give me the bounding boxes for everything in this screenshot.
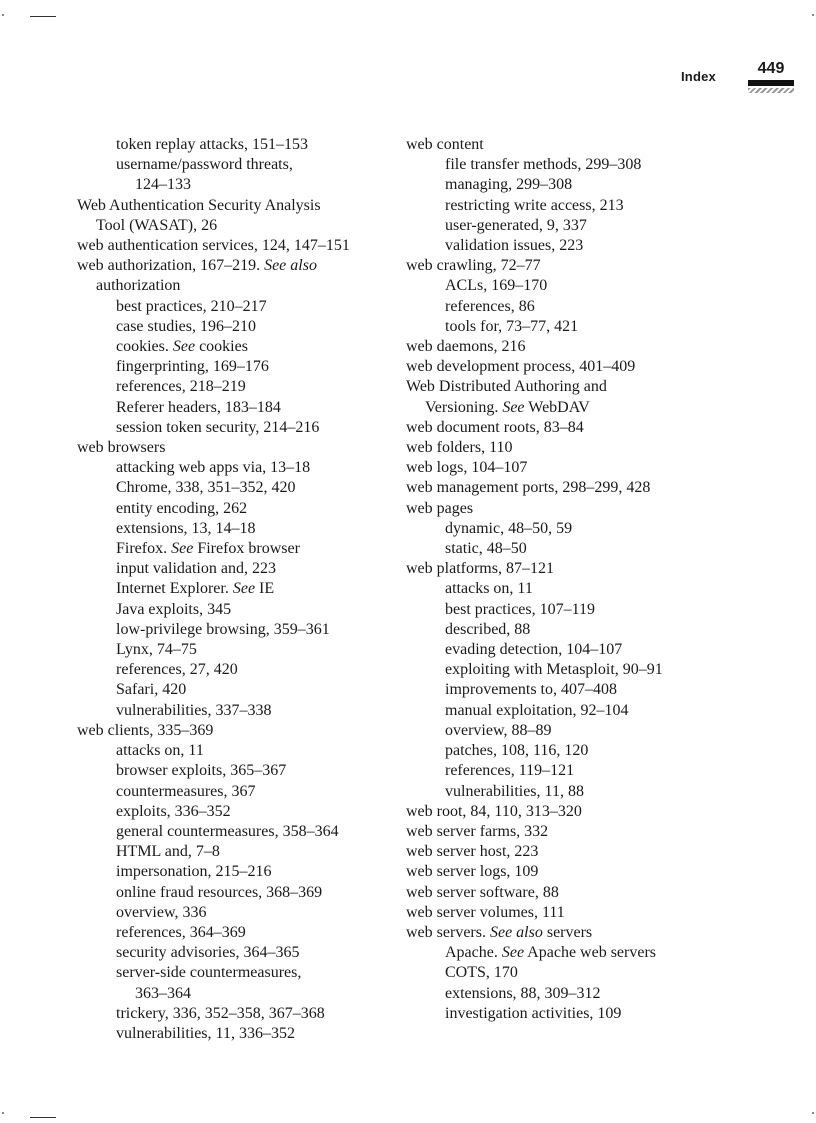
- index-entry: [406, 842, 806, 862]
- index-entry-text: web logs, 104–107: [406, 459, 528, 477]
- index-entry-text: best practices, 107–119: [445, 600, 596, 618]
- see-target: IE: [255, 580, 275, 598]
- index-entry: [406, 923, 806, 943]
- index-entry-text: extensions, 88, 309–312: [445, 984, 601, 1002]
- index-entry-text: attacks on, 11: [445, 580, 533, 598]
- index-entry: [77, 398, 397, 418]
- index-entry: [77, 903, 397, 923]
- index-entry: [77, 802, 397, 822]
- index-entry: [406, 175, 806, 195]
- index-entry: [406, 276, 806, 296]
- index-entry-text: case studies, 196–210: [116, 317, 256, 335]
- index-entry-text: static, 48–50: [445, 540, 527, 558]
- index-entry-text: web content: [406, 136, 484, 153]
- index-entry: [77, 862, 397, 882]
- index-entry: [406, 862, 806, 882]
- index-entry: [77, 337, 397, 357]
- index-entry: [77, 135, 397, 155]
- index-entry: [77, 216, 397, 236]
- index-entry-text: managing, 299–308: [445, 176, 573, 194]
- index-entry: [77, 923, 397, 943]
- index-entry-text: web crawling, 72–77: [406, 257, 541, 275]
- index-entry-text: web pages: [406, 499, 474, 517]
- index-entry-text: references, 86: [445, 297, 535, 315]
- index-entry: [406, 236, 806, 256]
- index-entry: [77, 701, 397, 721]
- index-entry-text: web server logs, 109: [406, 863, 539, 881]
- index-entry: [406, 216, 806, 236]
- index-entry: [77, 377, 397, 397]
- index-entry-text: evading detection, 104–107: [445, 641, 623, 659]
- index-entry: [406, 398, 806, 418]
- index-entry-text: restricting write access, 213: [445, 196, 624, 214]
- index-entry-text: username/password threats,: [116, 156, 293, 174]
- index-entry-text: overview, 88–89: [445, 721, 552, 739]
- index-entry: [77, 559, 397, 579]
- see-target: Apache web servers: [524, 944, 657, 962]
- index-entry-text: web development process, 401–409: [406, 358, 636, 376]
- running-header-label: Index: [681, 69, 716, 84]
- index-entry: [406, 741, 806, 761]
- index-entry-text: trickery, 336, 352–358, 367–368: [116, 1004, 325, 1022]
- index-entry-text: web authorization, 167–219.: [77, 257, 265, 275]
- index-entry: [406, 680, 806, 700]
- index-entry-text: described, 88: [445, 620, 531, 638]
- index-entry: [406, 660, 806, 680]
- index-entry: [77, 741, 397, 761]
- index-entry: [77, 458, 397, 478]
- index-entry: [406, 761, 806, 781]
- index-entry-text: cookies.: [116, 338, 173, 356]
- see-reference: See: [232, 580, 256, 598]
- index-entry: [77, 175, 397, 195]
- index-entry-text: investigation activities, 109: [445, 1004, 622, 1022]
- index-entry-text: web root, 84, 110, 313–320: [406, 802, 582, 820]
- index-entry-text: web authentication services, 124, 147–151: [77, 237, 350, 255]
- index-entry: [77, 943, 397, 963]
- see-target: WebDAV: [524, 398, 590, 416]
- index-entry-text: web server farms, 332: [406, 822, 549, 840]
- index-entry-text: Internet Explorer.: [116, 580, 233, 598]
- index-entry: [406, 357, 806, 377]
- index-entry-text: Web Distributed Authoring and: [406, 378, 607, 396]
- index-entry-text: Java exploits, 345: [116, 600, 232, 618]
- registration-dot: [812, 1112, 814, 1114]
- index-entry-text: patches, 108, 116, 120: [445, 742, 589, 760]
- index-entry-text: token replay attacks, 151–153: [116, 136, 308, 153]
- index-entry-text: 363–364: [135, 984, 191, 1002]
- index-entry: [406, 963, 806, 983]
- index-entry: [406, 903, 806, 923]
- index-entry: [77, 256, 397, 276]
- index-entry-text: attacking web apps via, 13–18: [116, 459, 311, 477]
- index-entry: [406, 438, 806, 458]
- index-entry-text: web clients, 335–369: [77, 721, 214, 739]
- index-entry-text: Tool (WASAT), 26: [96, 216, 218, 234]
- index-entry: [77, 600, 397, 620]
- index-entry-text: browser exploits, 365–367: [116, 762, 287, 780]
- index-entry-text: manual exploitation, 92–104: [445, 701, 629, 719]
- index-entry-text: input validation and, 223: [116, 560, 276, 578]
- index-entry-text: web document roots, 83–84: [406, 418, 584, 436]
- index-entry: [77, 680, 397, 700]
- index-entry: [77, 883, 397, 903]
- see-reference: See: [501, 944, 525, 962]
- index-entry-text: low-privilege browsing, 359–361: [116, 620, 330, 638]
- index-entry-text: web servers.: [406, 923, 490, 941]
- page-number-bar: [748, 80, 794, 86]
- see-reference: See: [502, 398, 525, 416]
- index-entry: [77, 196, 397, 216]
- index-entry: [406, 782, 806, 802]
- index-entry-text: file transfer methods, 299–308: [445, 156, 642, 174]
- index-entry: [406, 499, 806, 519]
- see-reference: See: [172, 338, 196, 356]
- index-entry: [406, 701, 806, 721]
- index-entry: [77, 478, 397, 498]
- index-entry: [406, 640, 806, 660]
- index-entry-text: HTML and, 7–8: [116, 843, 220, 861]
- index-entry: [77, 660, 397, 680]
- index-entry-text: exploits, 336–352: [116, 802, 231, 820]
- index-entry: [406, 943, 806, 963]
- index-entry: [77, 357, 397, 377]
- index-entry: [406, 600, 806, 620]
- see-target: servers: [542, 923, 593, 941]
- index-entry: [77, 418, 397, 438]
- index-entry-text: Versioning.: [425, 398, 503, 416]
- index-entry: [406, 822, 806, 842]
- index-entry-text: user-generated, 9, 337: [445, 216, 587, 234]
- registration-dot: [2, 1112, 4, 1114]
- index-entry: [77, 842, 397, 862]
- index-column-right: [406, 135, 806, 1024]
- index-entry-text: Safari, 420: [116, 681, 187, 699]
- index-entry-text: general countermeasures, 358–364: [116, 822, 339, 840]
- index-entry: [77, 539, 397, 559]
- index-entry-text: server-side countermeasures,: [116, 964, 302, 982]
- index-entry: [77, 984, 397, 1004]
- index-entry-text: best practices, 210–217: [116, 297, 267, 315]
- index-entry: [77, 620, 397, 640]
- index-entry-text: dynamic, 48–50, 59: [445, 519, 573, 537]
- index-entry: [77, 1004, 397, 1024]
- index-entry-text: Lynx, 74–75: [116, 641, 197, 659]
- see-reference: See also: [489, 923, 543, 941]
- index-entry: [406, 539, 806, 559]
- index-entry-text: web server host, 223: [406, 843, 539, 861]
- index-entry: [406, 579, 806, 599]
- index-entry-text: web platforms, 87–121: [406, 560, 554, 578]
- crop-mark-bottom: [30, 1117, 56, 1118]
- index-entry: [406, 1004, 806, 1024]
- registration-dot: [2, 14, 4, 16]
- index-entry-text: 124–133: [135, 176, 191, 194]
- index-entry-text: Referer headers, 183–184: [116, 398, 281, 416]
- index-entry-text: attacks on, 11: [116, 742, 204, 760]
- index-entry: [77, 721, 397, 741]
- index-entry: [77, 963, 397, 983]
- index-entry-text: references, 364–369: [116, 923, 246, 941]
- index-entry-text: impersonation, 215–216: [116, 863, 272, 881]
- index-column-left: [77, 135, 397, 1044]
- index-entry-text: improvements to, 407–408: [445, 681, 617, 699]
- index-entry-text: web management ports, 298–299, 428: [406, 479, 651, 497]
- index-entry: [406, 297, 806, 317]
- index-entry-text: web server volumes, 111: [406, 903, 565, 921]
- index-entry: [406, 377, 806, 397]
- index-entry: [406, 519, 806, 539]
- index-entry-text: references, 119–121: [445, 762, 575, 780]
- index-entry: [77, 519, 397, 539]
- index-entry: [77, 297, 397, 317]
- crop-mark-top: [30, 16, 56, 17]
- see-reference: See also: [264, 257, 317, 275]
- index-entry: [406, 337, 806, 357]
- index-entry: [77, 782, 397, 802]
- index-entry-text: authorization: [96, 277, 181, 295]
- index-entry-text: session token security, 214–216: [116, 418, 320, 436]
- registration-dot: [812, 14, 814, 16]
- index-entry: [406, 559, 806, 579]
- index-entry: [406, 418, 806, 438]
- index-entry: [77, 822, 397, 842]
- index-entry: [406, 802, 806, 822]
- index-entry-text: references, 27, 420: [116, 661, 238, 679]
- index-entry-text: extensions, 13, 14–18: [116, 519, 256, 537]
- index-entry-text: vulnerabilities, 337–338: [116, 701, 272, 719]
- index-entry: [406, 196, 806, 216]
- see-reference: See: [171, 540, 194, 558]
- index-entry: [77, 640, 397, 660]
- index-entry-text: web folders, 110: [406, 439, 513, 457]
- index-entry-text: fingerprinting, 169–176: [116, 358, 269, 376]
- index-entry-text: validation issues, 223: [445, 237, 584, 255]
- index-entry-text: web server software, 88: [406, 883, 559, 901]
- index-entry: [77, 317, 397, 337]
- index-entry-text: ACLs, 169–170: [445, 277, 548, 295]
- index-entry-text: overview, 336: [116, 903, 207, 921]
- index-entry-text: countermeasures, 367: [116, 782, 256, 800]
- index-entry: [406, 135, 806, 155]
- index-entry-text: Chrome, 338, 351–352, 420: [116, 479, 296, 497]
- index-entry-text: references, 218–219: [116, 378, 246, 396]
- index-entry: [406, 317, 806, 337]
- index-entry-text: online fraud resources, 368–369: [116, 883, 323, 901]
- index-entry: [406, 620, 806, 640]
- index-entry-text: Firefox.: [116, 540, 172, 558]
- index-entry-text: entity encoding, 262: [116, 499, 248, 517]
- index-entry: [77, 1024, 397, 1044]
- index-entry: [77, 155, 397, 175]
- index-entry: [406, 458, 806, 478]
- index-entry: [77, 276, 397, 296]
- index-entry-text: Web Authentication Security Analysis: [77, 196, 321, 214]
- index-entry: [77, 499, 397, 519]
- index-entry-text: COTS, 170: [445, 964, 518, 982]
- index-entry-text: vulnerabilities, 11, 88: [445, 782, 584, 800]
- see-target: Firefox browser: [193, 540, 300, 558]
- index-entry-text: security advisories, 364–365: [116, 944, 300, 962]
- index-entry-text: exploiting with Metasploit, 90–91: [445, 661, 663, 679]
- index-entry: [77, 236, 397, 256]
- index-entry: [77, 579, 397, 599]
- index-entry-text: web daemons, 216: [406, 338, 526, 356]
- page-number: 449: [757, 60, 785, 77]
- index-entry: [77, 438, 397, 458]
- index-entry: [406, 155, 806, 175]
- index-entry-text: tools for, 73–77, 421: [445, 317, 579, 335]
- index-entry: [406, 721, 806, 741]
- index-entry: [77, 761, 397, 781]
- index-entry-text: Apache.: [445, 944, 502, 962]
- page-number-stripe: [748, 88, 794, 93]
- index-entry: [406, 478, 806, 498]
- index-entry: [406, 256, 806, 276]
- index-entry-text: vulnerabilities, 11, 336–352: [116, 1024, 295, 1042]
- index-entry: [406, 984, 806, 1004]
- index-entry-text: web browsers: [77, 439, 166, 457]
- index-entry: [406, 883, 806, 903]
- see-target: cookies: [195, 338, 248, 356]
